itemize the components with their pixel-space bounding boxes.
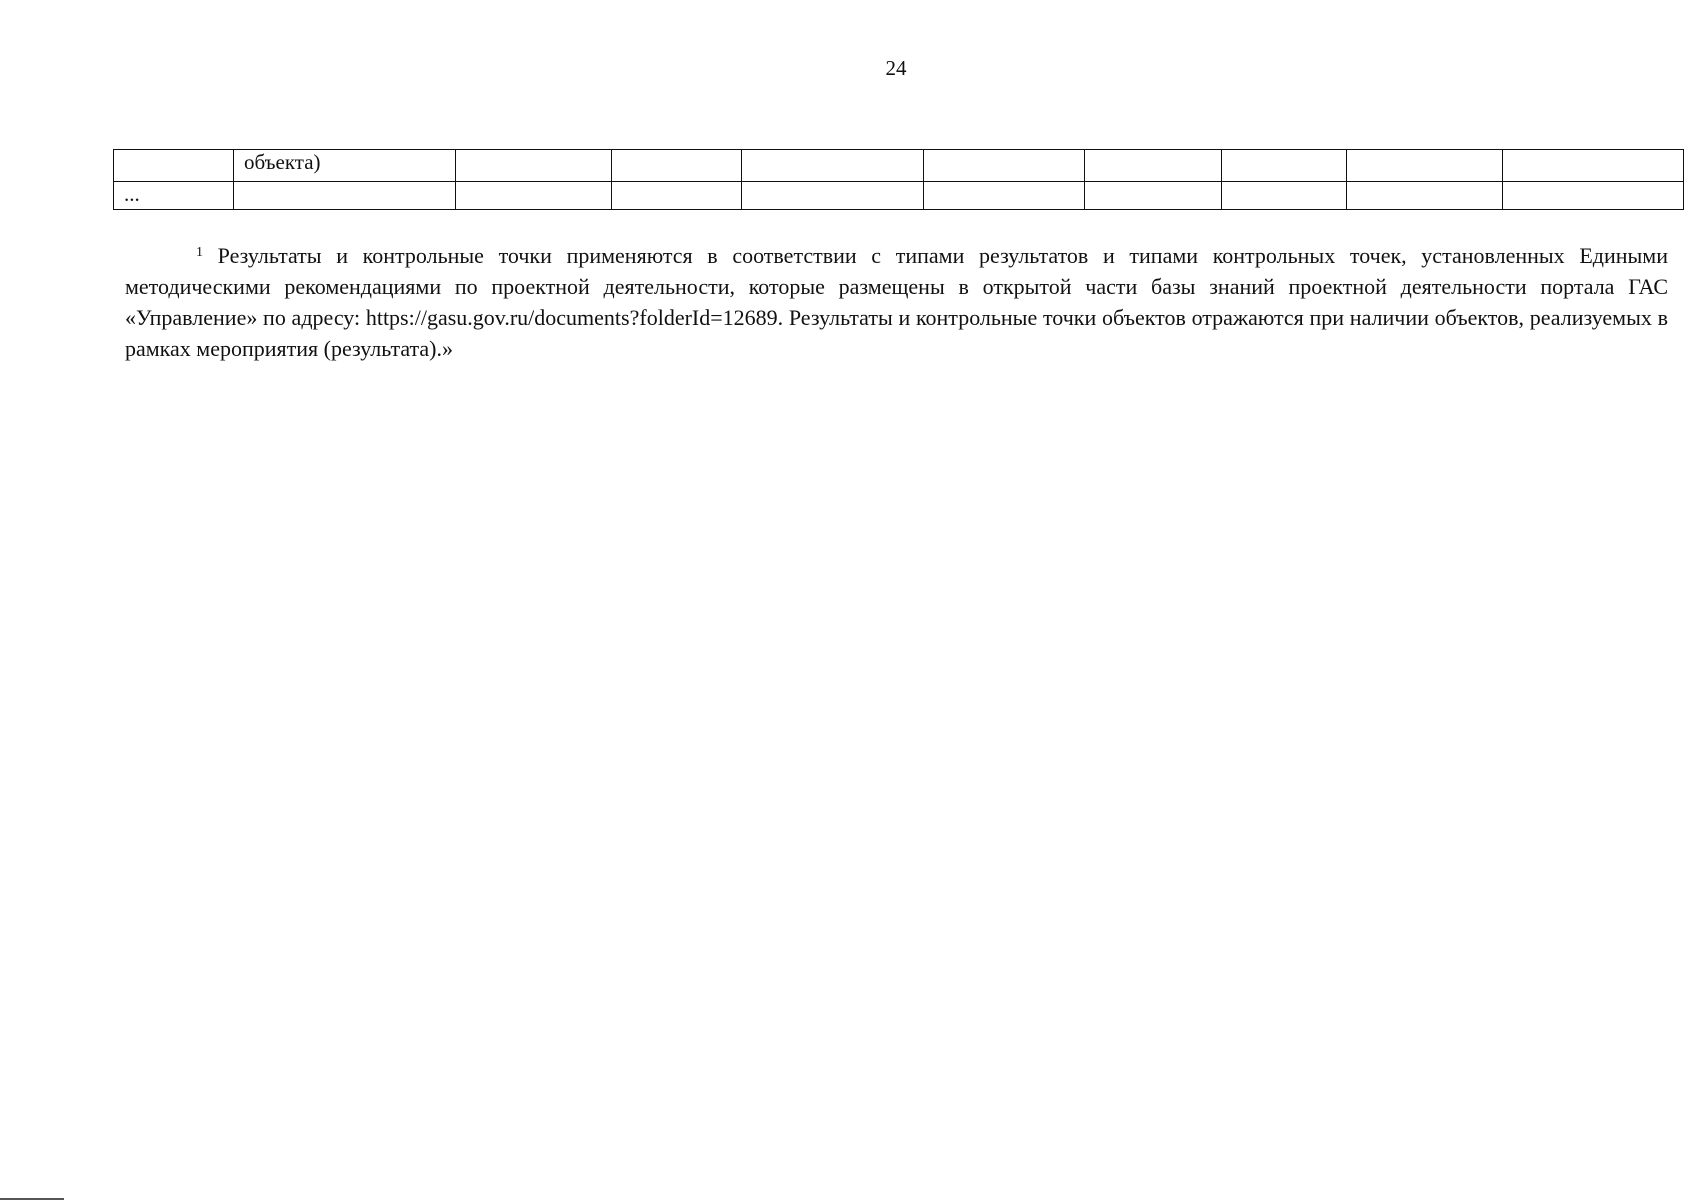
- table-cell: [234, 182, 456, 210]
- table-cell: [924, 150, 1085, 182]
- table-cell: [1222, 150, 1347, 182]
- table-cell: [456, 150, 612, 182]
- table-cell: [1347, 150, 1503, 182]
- table-cell: [612, 182, 742, 210]
- table-row: [114, 150, 1684, 182]
- table-cell: [742, 150, 924, 182]
- table-cell: [1085, 182, 1222, 210]
- table-row: [114, 182, 1684, 210]
- table-cell: [1222, 182, 1347, 210]
- table-cell: [1347, 182, 1503, 210]
- continuation-table: [113, 149, 1684, 210]
- table-cell: [456, 182, 612, 210]
- table-cell: [924, 182, 1085, 210]
- table-cell: [1503, 150, 1684, 182]
- footnote: [125, 240, 1668, 364]
- table-cell: [742, 182, 924, 210]
- footnote-text: Результаты и контрольные точки применяются в соответствии с типами результатов и типами контрольных точек, установленных Едиными методическими рекомендациями по проектной деятельности, которые размещены в открытой части базы знаний проектной деятельности портала ГАС «Управление» по адресу: https://gasu.gov.ru/documents?folderId=12689. Результаты и контрольные точки объектов отражаются при наличии объектов, реализуемых в рамках мероприятия (результата).»: [125, 243, 1668, 361]
- table-cell: объекта): [234, 150, 456, 182]
- page-number: 24: [885, 56, 907, 80]
- table-cell: [1503, 182, 1684, 210]
- table-cell: [612, 150, 742, 182]
- footnote-marker: 1: [196, 245, 203, 260]
- table-cell: [1085, 150, 1222, 182]
- table-cell: [114, 150, 234, 182]
- table-cell: ...: [114, 182, 234, 210]
